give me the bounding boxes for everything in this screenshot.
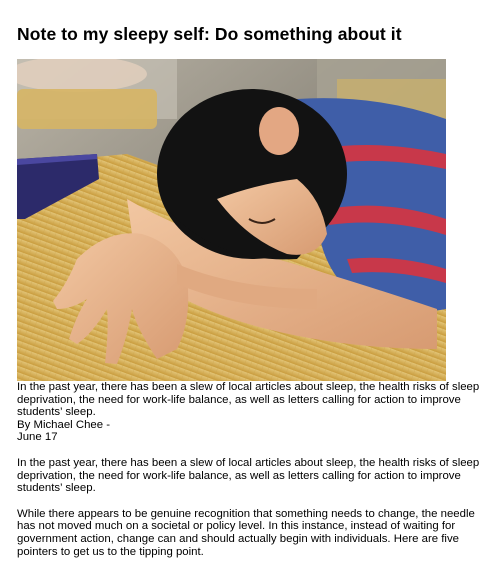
spacer xyxy=(17,495,487,508)
article xyxy=(17,0,487,558)
body-paragraph-2: While there appears to be genuine recognition that something needs to change, the needle has not moved much on a societal or policy level. In this instance, instead of waiting for government action, change can and should actually begin with individuals. Here are five pointers to get us to the tipping point. xyxy=(17,507,475,558)
body-paragraph-1: In the past year, there has been a slew of local articles about sleep, the health risks of sleep deprivation, the need for work-life balance, as well as letters calling for action to improve students’ sleep. xyxy=(17,456,480,495)
spacer xyxy=(17,444,487,457)
photo-caption: In the past year, there has been a slew of local articles about sleep, the health risks of sleep deprivation, the need for work-life balance, as well as letters calling for action to improve students’ sleep. xyxy=(17,381,480,419)
article-photo xyxy=(17,59,446,381)
byline-author: By Michael Chee - xyxy=(17,418,111,431)
article-headline: Note to my sleepy self: Do something about it xyxy=(17,24,402,44)
publish-date: June 17 xyxy=(17,431,58,444)
